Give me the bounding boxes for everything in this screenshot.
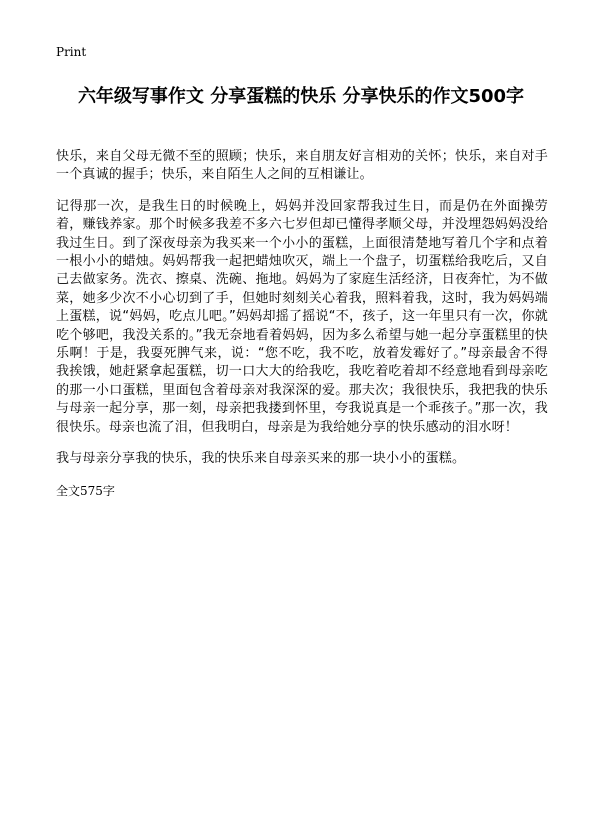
article-paragraph: 我与母亲分享我的快乐，我的快乐来自母亲买来的那一块小小的蛋糕。 xyxy=(56,451,466,467)
article-body xyxy=(56,148,548,500)
print-link[interactable]: Print xyxy=(56,45,87,59)
word-count: 全文575字 xyxy=(56,483,115,498)
article-paragraph: 快乐，来自父母无微不至的照顾；快乐，来自朋友好言相劝的关怀；快乐，来自对手一个真诚的握手；快乐，来自陌生人之间的互相谦让。 xyxy=(56,149,548,183)
article-paragraph: 记得那一次，是我生日的时候晚上，妈妈并没回家帮我过生日，而是仍在外面操劳着，赚钱养家。那个时候多我差不多六七岁但却已懂得孝顺父母，并没埋怨妈妈没给我过生日。到了深夜母亲为我买来一个小小的蛋糕，上面很清楚地写着几个字和点着一根小小的蜡烛。妈妈帮我一起把蜡烛吹灭，端上一个盘子，切蛋糕给我吃后，又自己去做家务。洗衣、擦桌、洗碗、拖地。妈妈为了家庭生活经济，日夜奔忙，为不做菜，她多少次不小心切到了手，但她时刻刻关心着我，照料着我，这时，我为妈妈端上蛋糕，说“妈妈，吃点儿吧。”妈妈却摇了摇说“不，孩子，这一年里只有一次，你就吃个够吧，我没关系的。”我无奈地看着妈妈，因为多么希望与她一起分享蛋糕里的快乐啊！于是，我耍死脾气来，说：“您不吃，我不吃，放着发霉好了。”母亲最舍不得我挨饿，她赶紧拿起蛋糕，切一口大大的给我吃，我吃着吃着却不经意地看到母亲吃的那一小口蛋糕，里面包含着母亲对我深深的爱。那夫次；我很快乐，我把我的快乐与母亲一起分享，那一刻，母亲把我搂到怀里，夸我说真是一个乖孩子。”那一次，我很快乐。母亲也流了泪，但我明白，母亲是为我给她分享的快乐感动的泪水呀！ xyxy=(56,198,548,435)
article-title: 六年级写事作文 分享蛋糕的快乐 分享快乐的作文500字 xyxy=(77,86,525,107)
